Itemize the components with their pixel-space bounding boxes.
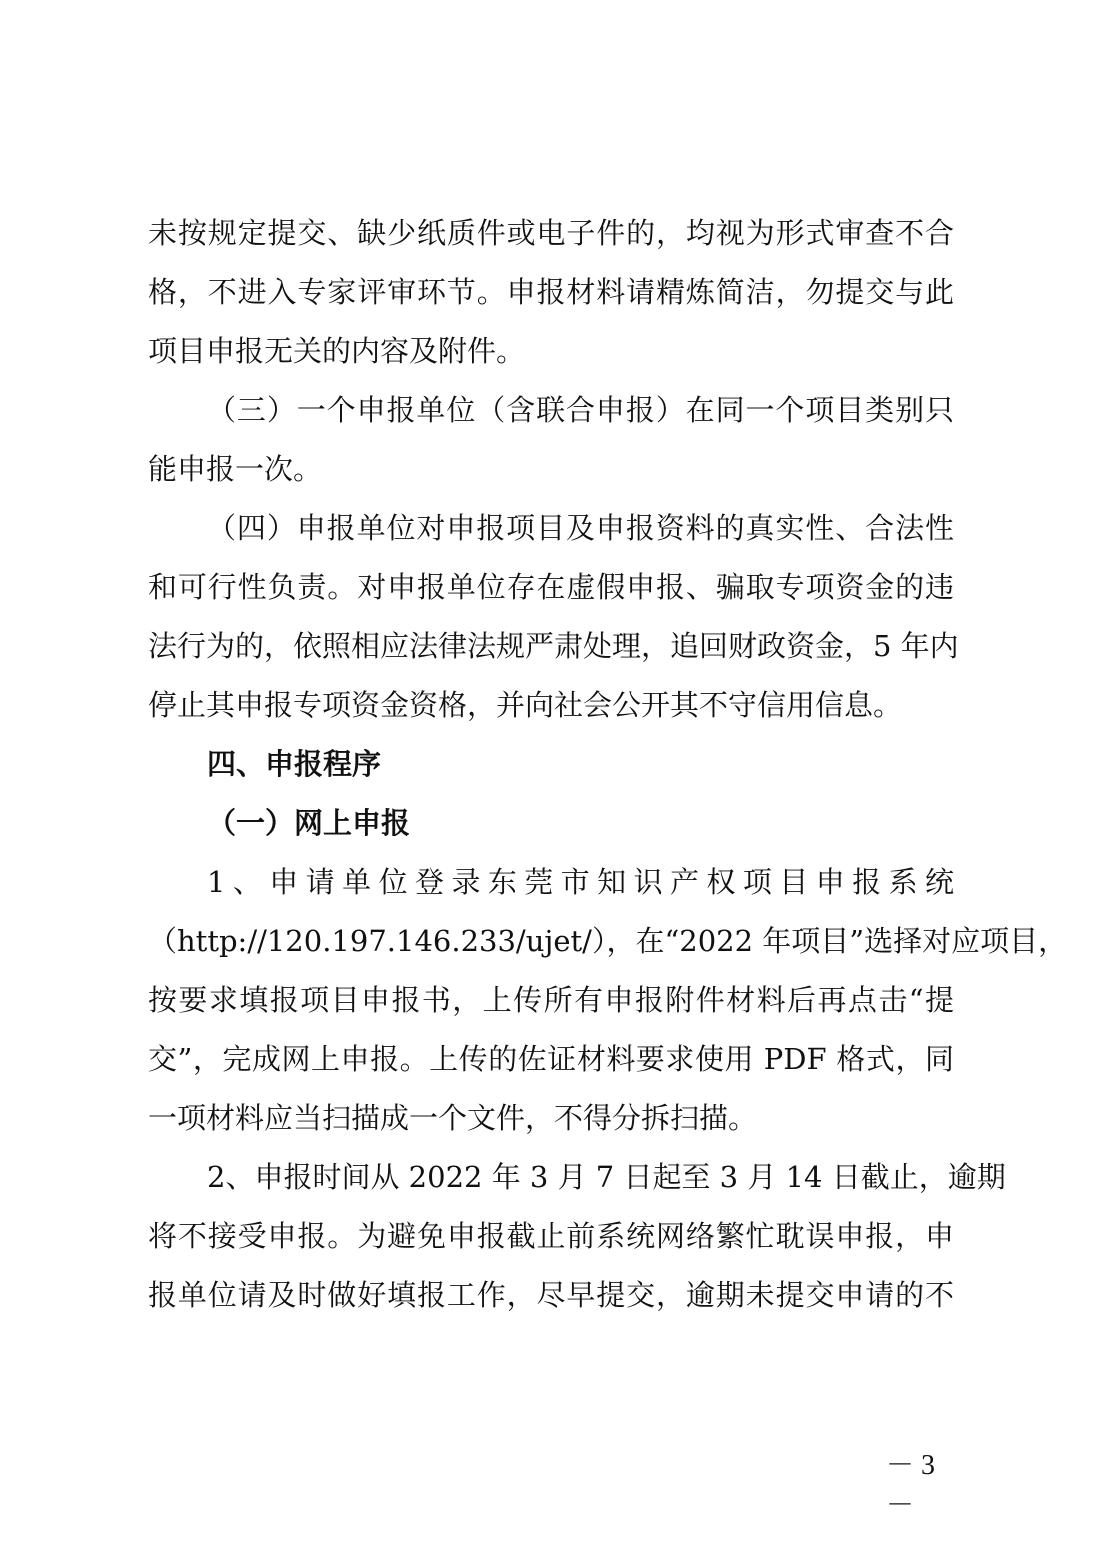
page-number: － 3 － (886, 1450, 936, 1521)
paragraph-line-2: 格，不进入专家评审环节。申报材料请精炼简洁，勿提交与此 (148, 275, 954, 309)
paragraph-line-15: 交”，完成网上申报。上传的佐证材料要求使用 PDF 格式，同 (148, 1042, 954, 1076)
paragraph-line-3: 项目申报无关的内容及附件。 (148, 334, 526, 368)
paragraph-line-7: 和可行性负责。对申报单位存在虚假申报、骗取专项资金的违 (148, 570, 954, 604)
paragraph-line-12: 1、申请单位登录东莞市知识产权项目申报系统 (207, 865, 954, 899)
paragraph-line-14: 按要求填报项目申报书，上传所有申报附件材料后再点击“提 (148, 983, 954, 1017)
section-heading: 四、申报程序 (207, 747, 382, 781)
paragraph-line-8: 法行为的，依照相应法律法规严肃处理，追回财政资金，5 年内 (148, 629, 959, 663)
paragraph-line-5: 能申报一次。 (148, 452, 323, 486)
paragraph-line-9: 停止其申报专项资金资格，并向社会公开其不守信用信息。 (148, 688, 903, 722)
subsection-heading: （一）网上申报 (207, 806, 411, 840)
paragraph-line-6: （四）申报单位对申报项目及申报资料的真实性、合法性 (207, 511, 954, 545)
paragraph-line-1: 未按规定提交、缺少纸质件或电子件的，均视为形式审查不合 (148, 216, 954, 250)
paragraph-line-19: 报单位请及时做好填报工作，尽早提交，逾期未提交申请的不 (148, 1278, 954, 1312)
paragraph-line-4: （三）一个申报单位（含联合申报）在同一个项目类别只 (207, 393, 954, 427)
paragraph-line-16: 一项材料应当扫描成一个文件，不得分拆扫描。 (148, 1101, 758, 1135)
paragraph-line-18: 将不接受申报。为避免申报截止前系统网络繁忙耽误申报，申 (148, 1219, 954, 1253)
paragraph-line-13: （http://120.197.146.233/ujet/），在“2022 年项目”选择对应项目， (148, 924, 1068, 958)
paragraph-line-17: 2、申报时间从 2022 年 3 月 7 日起至 3 月 14 日截止，逾期 (207, 1160, 1006, 1194)
